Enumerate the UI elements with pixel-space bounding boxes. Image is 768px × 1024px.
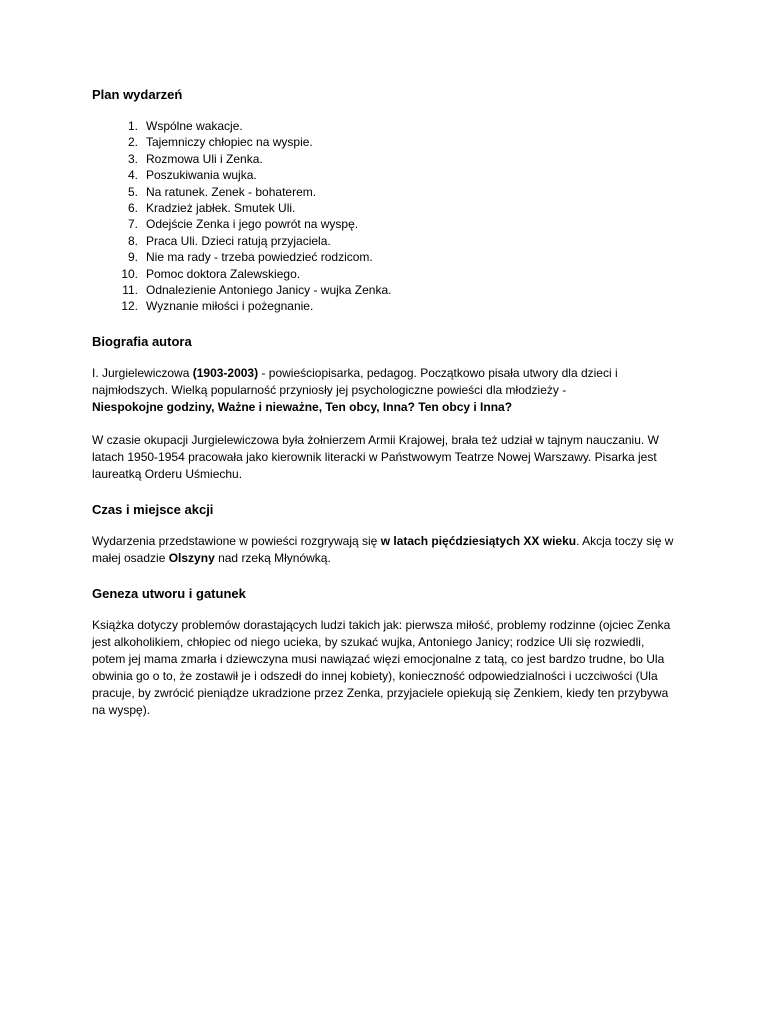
list-item [92,233,676,249]
list-item [92,298,676,314]
list-text: Odnalezienie Antoniego Janicy - wujka Zenka. [146,282,392,297]
list-item [92,118,676,134]
time-heading: Czas i miejsce akcji [92,501,214,517]
bio-paragraph-2: W czasie okupacji Jurgielewiczowa była żołnierzem Armii Krajowej, brała też udział w tajnym nauczaniu. W latach 1950-1954 pracowała jako kierownik literacki w Państwowym Teatrze Nowej Warszawy. Pisarka jest laureatką Orderu Uśmiechu. [92,432,659,481]
list-item [92,151,676,167]
list-item [92,216,676,232]
list-number: 6. [127,200,138,215]
list-item [92,184,676,200]
list-item [92,200,676,216]
list-text: Na ratunek. Zenek - bohaterem. [146,184,317,199]
bio-heading: Biografia autora [92,333,192,349]
genesis-heading: Geneza utworu i gatunek [92,585,246,601]
list-number: 12. [121,299,138,314]
place-name: Olszyny [168,550,215,565]
bio-description: - powieściopisarka, pedagog. Początkowo pisała utwory dla dzieci i najmłodszych. Wielką popularność przyniosły jej psychologiczne powieści dla młodzieży - [92,365,618,397]
list-number: 4. [127,168,138,183]
list-text: Nie ma rady - trzeba powiedzieć rodzicom. [146,250,373,265]
list-number: 8. [127,233,138,248]
genesis-paragraph: Książka dotyczy problemów dorastających ludzi takich jak: pierwsza miłość, problemy rodzinne (ojciec Zenka jest alkoholikiem, chłopiec od niego ucieka, by szukać wujka, Antoniego Janicy; rodzice Uli się rozwiedli, potem jej mama zmarła i dziewczyna musi nawiązać więzi emocjonalne z tatą, co jest bardzo trudne, bo Ula obwinia go o to, że zostawił je i odszedł do innej kobiety), konieczność odpowiedzialności i uczciwości (Ula pracuje, by zwrócić pieniądze ukradzione przez Zenka, przyjaciele opiekują się Zenkiem, kiedy ten przybywa na wyspę). [92,617,671,717]
list-item [92,134,676,150]
list-text: Wspólne wakacje. [146,119,243,133]
list-text: Poszukiwania wujka. [146,168,257,183]
list-number: 1. [127,119,138,133]
bio-years: (1903-2003) [192,365,259,380]
list-item [92,282,676,298]
plan-heading: Plan wydarzeń [92,87,183,102]
list-text: Tajemniczy chłopiec na wyspie. [146,135,313,150]
bio-works: Niespokojne godziny, Ważne i nieważne, Ten obcy, Inna? Ten obcy i Inna? [92,399,513,414]
list-text: Praca Uli. Dzieci ratują przyjaciela. [146,233,331,248]
list-number: 9. [127,250,138,265]
list-text: Wyznanie miłości i pożegnanie. [146,299,314,314]
document-body [92,86,676,719]
list-text: Pomoc doktora Zalewskiego. [146,266,301,281]
bio-author-name: I. Jurgielewiczowa [92,365,193,380]
list-number: 5. [127,184,138,199]
list-number: 10. [121,266,138,281]
list-number: 11. [122,282,138,297]
list-item [92,266,676,282]
list-item [92,167,676,183]
list-number: 7. [127,217,138,232]
list-text: Odejście Zenka i jego powrót na wyspę. [146,217,359,232]
list-text: Rozmowa Uli i Zenka. [146,151,263,166]
list-text: Kradzież jabłek. Smutek Uli. [146,200,296,215]
list-number: 2. [127,135,138,150]
time-paragraph: Wydarzenia przedstawione w powieści rozgrywają się w latach pięćdziesiątych XX wieku. Akcja toczy się w małej osadzie Olszyny nad rzeką Młynówką. [92,533,674,565]
list-item [92,249,676,265]
bio-paragraph-1 [92,365,676,416]
plan-list [92,118,676,315]
time-period: w latach pięćdziesiątych XX wieku [380,533,577,548]
list-number: 3. [127,151,138,166]
